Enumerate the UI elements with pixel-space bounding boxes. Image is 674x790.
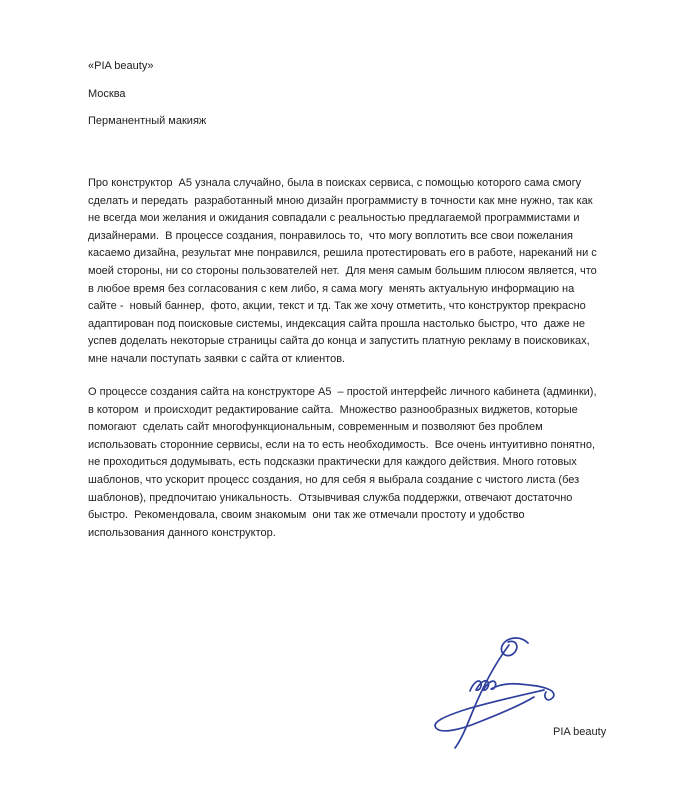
text-line: касаемо дизайна, результат мне понравился, решила протестировать его в работе, нареканий ни с: [88, 247, 597, 260]
service-line: Перманентный макияж: [88, 115, 207, 127]
text-line: О процессе создания сайта на конструкторе А5 – простой интерфейс личного кабинета (админки),: [88, 386, 597, 398]
signature-company-label: PIA beauty: [553, 726, 607, 738]
letter-header: [88, 60, 206, 143]
text-line: в котором и происходит редактирование сайта. Множество разнообразных виджетов, которые: [88, 403, 578, 416]
text-line: в любое время без согласования с кем либо, я сама могу менять актуальную информацию на: [88, 282, 575, 295]
signature-strokes: [435, 638, 554, 748]
text-line: использования данного конструктор.: [88, 526, 276, 539]
testimonial-paragraph-2: [88, 384, 597, 542]
city-line: Москва: [88, 87, 126, 100]
text-line: моей стороны, ни со стороны пользователей нет. Для меня самым большим плюсом является, что: [88, 264, 597, 277]
text-line: шаблонов, что ускорит процесс создания, но для себя я выбрала создание с чистого листа (без: [88, 473, 580, 486]
text-line: не проходиться додумывать, есть подсказки практически для каждого действия. Много готовых: [88, 456, 577, 469]
text-line: дизайнерами. В процессе создания, понравилось то, что могу воплотить все свои пожелания: [88, 229, 573, 242]
text-line: сделать и передать разработанный мною дизайн программисту в точности как мне нужно, так как: [88, 194, 593, 207]
text-line: успев доделать некоторые страницы сайта до конца и запустить платную рекламу в поисковиках,: [88, 335, 590, 348]
handwritten-signature: [424, 633, 566, 753]
signature-icon: [424, 633, 566, 753]
text-line: быстро. Рекомендовала, своим знакомым они так же отмечали простоту и удобство: [88, 509, 525, 522]
text-line: шаблонов), предпочитаю уникальность. Отзывчивая служба поддержки, отвечают достаточно: [88, 491, 573, 504]
text-line: Про конструктор А5 узнала случайно, была в поисках сервиса, с помощью которого сама смогу: [88, 177, 582, 189]
text-line: адаптирован под поисковые системы, индексация сайта прошла настолько быстро, что даже не: [88, 317, 585, 330]
text-line: использовать сторонние сервисы, если на то есть необходимость. Все очень интуитивно понятно,: [88, 438, 596, 451]
text-line: сайте - новый баннер, фото, акции, текст и тд. Так же хочу отметить, что конструктор прекрасно: [88, 300, 586, 313]
text-line: не всегда мои желания и ожидания совпадали с реальностью предлагаемой программистами и: [88, 212, 580, 225]
text-line: помогают сделать сайт многофункциональным, современным и позволяют без проблем: [88, 421, 543, 434]
company-name: «PIA beauty»: [88, 60, 154, 72]
text-line: мне начали поступать заявки с сайта от клиентов.: [88, 352, 346, 365]
testimonial-paragraph-1: [88, 175, 597, 369]
